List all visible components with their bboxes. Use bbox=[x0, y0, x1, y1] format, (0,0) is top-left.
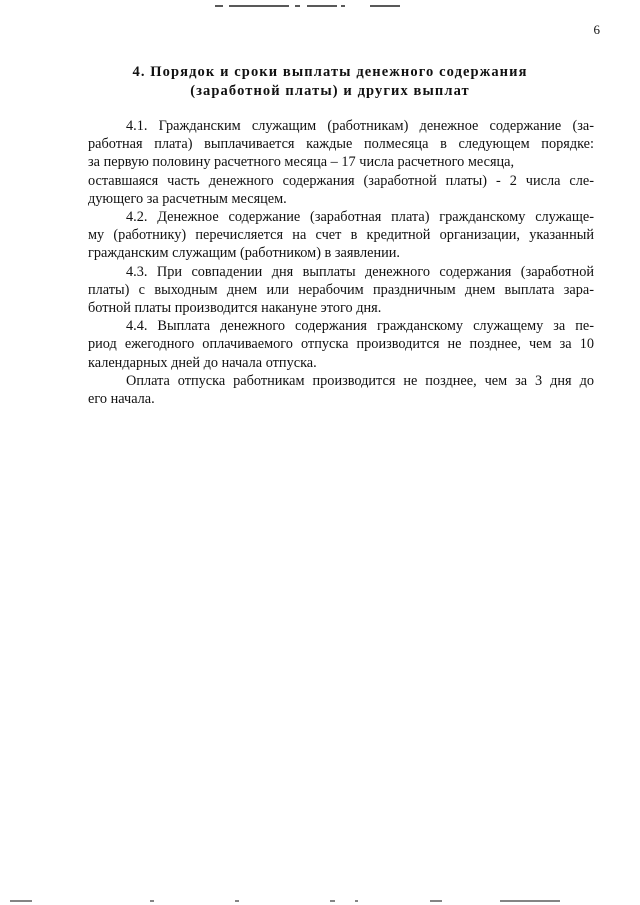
heading-line-2: (заработной платы) и других выплат bbox=[190, 83, 470, 99]
section-heading bbox=[90, 63, 570, 101]
scan-artifact-top bbox=[215, 5, 415, 9]
text-line: 4.1. Гражданским служащим (работникам) денежное содержание (за- bbox=[126, 118, 594, 134]
section-body bbox=[88, 117, 594, 408]
text-line: платы) с выходным днем или нерабочим праздничным днем выплата зара- bbox=[88, 281, 594, 298]
text-line: му (работнику) перечисляется на счет в кредитной организации, указанный bbox=[88, 227, 594, 244]
text-line: оставшаяся часть денежного содержания (заработной платы) - 2 числа сле- bbox=[88, 172, 594, 189]
text-line: работная плата) выплачивается каждые полмесяца в следующем порядке: bbox=[88, 136, 594, 153]
text-line: ботной платы производится накануне этого дня. bbox=[88, 300, 382, 317]
text-line: его начала. bbox=[88, 391, 155, 408]
text-line: календарных дней до начала отпуска. bbox=[88, 354, 317, 371]
text-line: Оплата отпуска работникам производится не позднее, чем за 3 дня до bbox=[126, 372, 594, 389]
paragraph-4-1 bbox=[88, 117, 594, 208]
paragraph-vacation-pay bbox=[88, 372, 594, 408]
scan-artifact-bottom bbox=[0, 896, 640, 902]
paragraph-4-2 bbox=[88, 208, 594, 263]
text-line: гражданским служащим (работником) в заявлении. bbox=[88, 245, 400, 262]
text-line: 4.2. Денежное содержание (заработная плата) гражданскому служаще- bbox=[126, 209, 594, 226]
paragraph-4-3 bbox=[88, 263, 594, 318]
text-line: 4.3. При совпадении дня выплаты денежного содержания (заработной bbox=[126, 263, 594, 280]
text-line: риод ежегодного оплачиваемого отпуска производится не позднее, чем за 10 bbox=[88, 336, 594, 353]
heading-line-1: 4. Порядок и сроки выплаты денежного содержания bbox=[132, 64, 528, 80]
page-number: 6 bbox=[593, 22, 600, 37]
paragraph-4-4 bbox=[88, 317, 594, 372]
text-line: дующего за расчетным месяцем. bbox=[88, 190, 287, 207]
text-line: за первую половину расчетного месяца – 17 числа расчетного месяца, bbox=[88, 154, 515, 171]
text-line: 4.4. Выплата денежного содержания гражданскому служащему за пе- bbox=[126, 318, 594, 335]
